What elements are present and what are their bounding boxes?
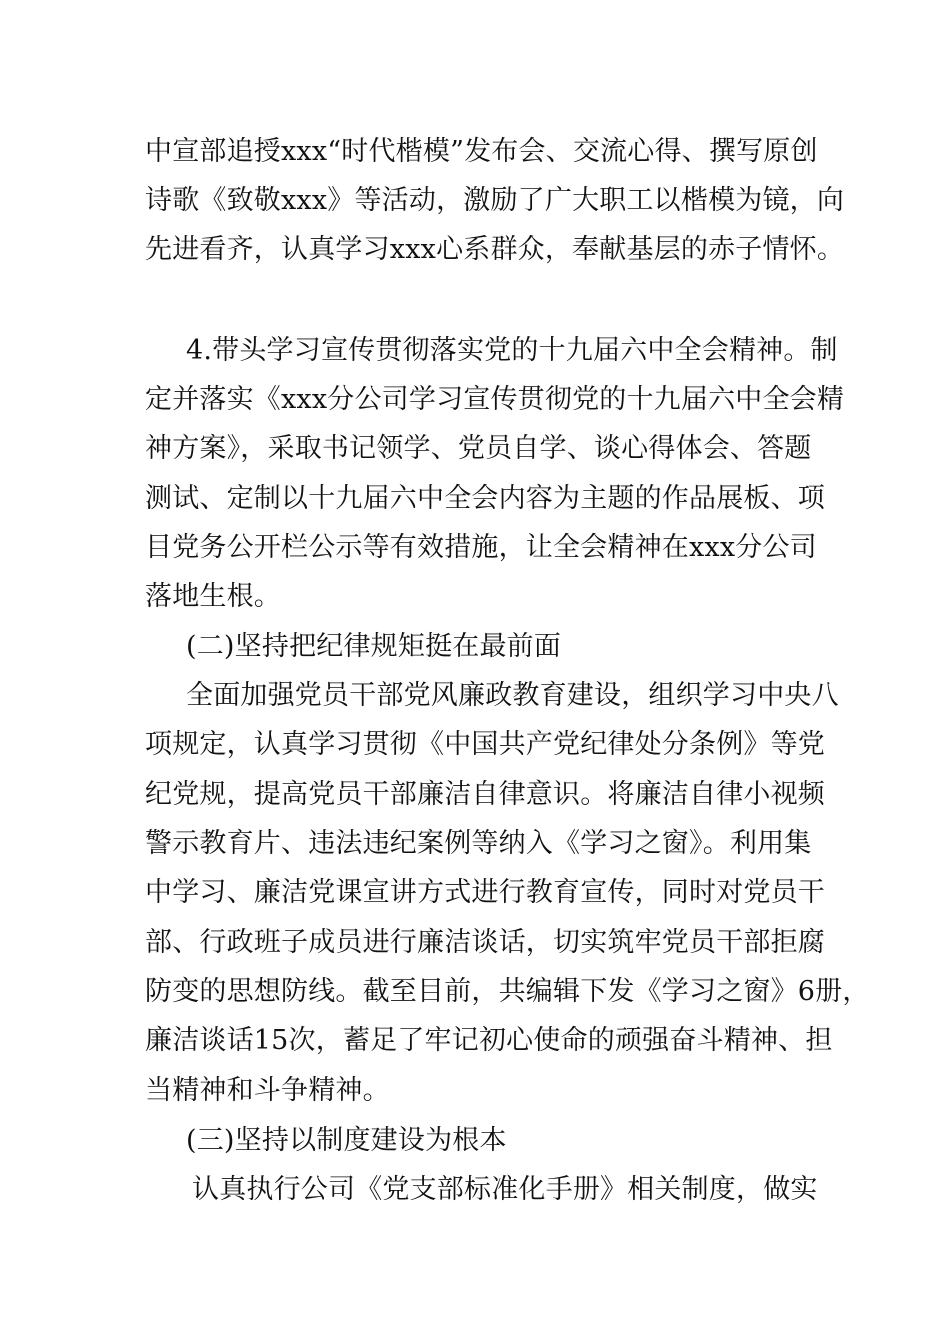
paragraph-line: 神方案》，采取书记领学、党员自学、谈心得体会、答题 <box>145 433 812 464</box>
paragraph-line: 警示教育片、违法违纪案例等纳入《学习之窗》。利用集 <box>145 828 812 859</box>
paragraph-line: 落地生根。 <box>145 581 281 612</box>
paragraph-line: 定并落实《xxx分公司学习宣传贯彻党的十九届六中全会精 <box>145 384 845 415</box>
paragraph-line: 认真执行公司《党支部标准化手册》相关制度，做实 <box>192 1174 818 1205</box>
paragraph-line: 中学习、廉洁党课宣讲方式进行教育宣传，同时对党员干 <box>145 877 825 908</box>
paragraph-line: 廉洁谈话15次，蓄足了牢记初心使命的顽强奋斗精神、担 <box>145 1025 833 1056</box>
paragraph-line: 4.带头学习宣传贯彻落实党的十九届六中全会精神。制 <box>186 335 838 366</box>
paragraph-line: 诗歌《致敬xxx》等活动，激励了广大职工以楷模为镜，向 <box>145 185 845 216</box>
section-heading: (二)坚持把纪律规矩挺在最前面 <box>186 631 562 662</box>
paragraph-line: 当精神和斗争精神。 <box>145 1075 390 1106</box>
paragraph-line: 全面加强党员干部党风廉政教育建设，组织学习中央八 <box>186 680 839 711</box>
paragraph-line: 目党务公开栏公示等有效措施，让全会精神在xxx分公司 <box>145 532 817 563</box>
paragraph-line: 测试、定制以十九届六中全会内容为主题的作品展板、项 <box>145 483 825 514</box>
paragraph-line: 中宣部追授xxx“时代楷模”发布会、交流心得、撰写原创 <box>145 136 818 167</box>
paragraph-line: 部、行政班子成员进行廉洁谈话，切实筑牢党员干部拒腐 <box>145 927 825 958</box>
paragraph-line: 防变的思想防线。截至目前，共编辑下发《学习之窗》6册， <box>145 976 870 1007</box>
paragraph-line: 先进看齐，认真学习xxx心系群众，奉献基层的赤子情怀。 <box>145 234 845 265</box>
paragraph-line: 项规定，认真学习贯彻《中国共产党纪律处分条例》等党 <box>145 729 825 760</box>
paragraph-line: 纪党规，提高党员干部廉洁自律意识。将廉洁自律小视频 <box>145 779 825 810</box>
section-heading: (三)坚持以制度建设为根本 <box>186 1125 507 1156</box>
